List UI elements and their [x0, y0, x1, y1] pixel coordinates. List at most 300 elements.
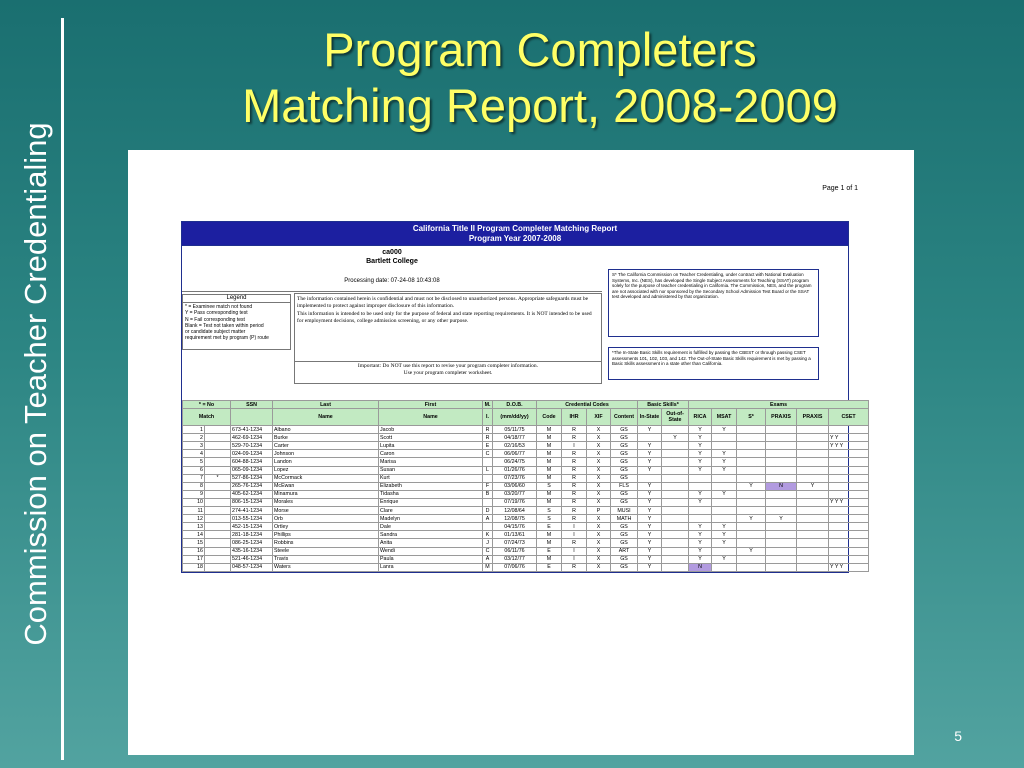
table-cell: X: [587, 498, 611, 506]
table-cell: Lupita: [379, 442, 483, 450]
table-cell: [205, 450, 231, 458]
table-cell: [766, 450, 797, 458]
important-line-2: Use your program completer worksheet.: [403, 369, 493, 376]
table-cell: Waters: [273, 563, 379, 571]
table-cell: Y: [737, 482, 766, 490]
table-cell: [737, 539, 766, 547]
table-cell: 265-76-1234: [231, 482, 273, 490]
table-cell: R: [562, 466, 587, 474]
table-cell: McEwan: [273, 482, 379, 490]
table-row: [183, 442, 869, 450]
table-cell: Lanra: [379, 563, 483, 571]
table-row: [183, 482, 869, 490]
table-cell: [829, 515, 869, 523]
table-cell: [797, 515, 829, 523]
table-cell: 274-41-1234: [231, 507, 273, 515]
table-cell: [737, 442, 766, 450]
table-cell: [766, 458, 797, 466]
table-cell: [662, 458, 689, 466]
table-row: [183, 539, 869, 547]
table-cell: [662, 450, 689, 458]
table-cell: Clare: [379, 507, 483, 515]
table-cell: Scott: [379, 434, 483, 442]
table-cell: 3: [183, 442, 205, 450]
table-cell: [766, 547, 797, 555]
confidentiality-notice: [294, 293, 602, 384]
table-cell: Y: [737, 547, 766, 555]
table-cell: [662, 547, 689, 555]
table-cell: 527-86-1234: [231, 474, 273, 482]
table-cell: Robbins: [273, 539, 379, 547]
table-cell: GS: [611, 539, 638, 547]
table-cell: Y: [689, 555, 712, 563]
table-cell: Minamura: [273, 490, 379, 498]
table-cell: 405-62-1234: [231, 490, 273, 498]
table-cell: M.: [483, 401, 493, 409]
table-cell: [205, 434, 231, 442]
table-cell: [712, 507, 737, 515]
table-cell: B: [483, 490, 493, 498]
table-cell: R: [562, 507, 587, 515]
table-cell: Kurt: [379, 474, 483, 482]
table-cell: [797, 523, 829, 531]
table-cell: [737, 466, 766, 474]
table-cell: 673-41-1234: [231, 426, 273, 434]
slide-number: 5: [954, 728, 962, 744]
table-cell: GS: [611, 442, 638, 450]
table-cell: E: [537, 563, 562, 571]
table-cell: [737, 555, 766, 563]
table-cell: [231, 409, 273, 426]
table-cell: Anita: [379, 539, 483, 547]
legend-lines: [183, 303, 290, 343]
table-cell: [766, 426, 797, 434]
table-cell: 452-15-1234: [231, 523, 273, 531]
table-cell: [737, 458, 766, 466]
table-cell: [766, 539, 797, 547]
legend-line: N = Fail corresponding test: [185, 316, 245, 323]
report-document-image: [128, 150, 914, 755]
table-cell: Out-of-State: [662, 409, 689, 426]
table-cell: Orb: [273, 515, 379, 523]
table-cell: 2: [183, 434, 205, 442]
table-cell: M: [537, 490, 562, 498]
table-cell: FLS: [611, 482, 638, 490]
table-cell: 16: [183, 547, 205, 555]
table-cell: M: [537, 450, 562, 458]
table-cell: Match: [183, 409, 231, 426]
table-cell: Y: [797, 482, 829, 490]
table-cell: N: [689, 563, 712, 571]
table-cell: 1: [183, 426, 205, 434]
table-cell: 07/23/76: [493, 474, 537, 482]
table-cell: 4: [183, 450, 205, 458]
table-cell: [205, 458, 231, 466]
table-cell: R: [562, 515, 587, 523]
table-cell: [797, 450, 829, 458]
table-cell: [205, 547, 231, 555]
table-cell: [712, 442, 737, 450]
table-cell: [662, 539, 689, 547]
table-cell: 10: [183, 498, 205, 506]
table-cell: Y: [712, 555, 737, 563]
table-cell: [483, 523, 493, 531]
table-cell: 17: [183, 555, 205, 563]
table-row: [183, 474, 869, 482]
table-cell: 05/11/75: [493, 426, 537, 434]
sidebar-band: [0, 0, 58, 768]
table-cell: Y Y: [829, 434, 869, 442]
table-cell: GS: [611, 458, 638, 466]
table-cell: * = No: [183, 401, 231, 409]
table-cell: Marisa: [379, 458, 483, 466]
table-cell: Y: [689, 458, 712, 466]
table-cell: Y: [689, 466, 712, 474]
table-cell: X: [587, 450, 611, 458]
basic-skills-footnote: *The In-State Basic Skills requirement is fulfilled by passing the CBEST or through passing CSET assessments 101, 102, 103, and 142. The Out-of-State Basic Skills requirement is met by passing a Basic Skills assessment in a state other than California.: [608, 347, 819, 380]
institution-code: ca000: [382, 249, 402, 256]
table-cell: Y Y Y: [829, 498, 869, 506]
table-cell: Travis: [273, 555, 379, 563]
legend-box: [182, 294, 291, 350]
table-cell: 8: [183, 482, 205, 490]
table-cell: X: [587, 563, 611, 571]
table-cell: [797, 547, 829, 555]
table-cell: [829, 482, 869, 490]
table-cell: Name: [379, 409, 483, 426]
table-cell: 12/08/64: [493, 507, 537, 515]
table-row: [183, 466, 869, 474]
table-cell: Dale: [379, 523, 483, 531]
table-cell: Y: [712, 531, 737, 539]
table-cell: [737, 563, 766, 571]
table-cell: A: [483, 515, 493, 523]
table-cell: E: [483, 442, 493, 450]
table-cell: Albano: [273, 426, 379, 434]
table-cell: R: [562, 482, 587, 490]
table-cell: [797, 507, 829, 515]
table-cell: [712, 515, 737, 523]
table-cell: [737, 490, 766, 498]
table-cell: Y: [662, 434, 689, 442]
table-cell: [205, 563, 231, 571]
table-cell: [829, 466, 869, 474]
table-cell: Elizabeth: [379, 482, 483, 490]
table-cell: 18: [183, 563, 205, 571]
table-cell: [766, 531, 797, 539]
slide-title-line-2: Matching Report, 2008-2009: [242, 79, 838, 132]
table-cell: X: [587, 426, 611, 434]
table-cell: R: [562, 474, 587, 482]
table-cell: 01/13/61: [493, 531, 537, 539]
table-cell: I: [562, 531, 587, 539]
table-cell: Tidasha: [379, 490, 483, 498]
table-cell: I: [562, 442, 587, 450]
table-cell: [797, 539, 829, 547]
table-row: [183, 490, 869, 498]
table-cell: A: [483, 555, 493, 563]
table-cell: Madelyn: [379, 515, 483, 523]
table-cell: [737, 474, 766, 482]
table-cell: 03/20/77: [493, 490, 537, 498]
table-cell: R: [562, 426, 587, 434]
legend-title: Legend: [183, 295, 290, 303]
table-cell: 12/08/75: [493, 515, 537, 523]
table-cell: S: [537, 482, 562, 490]
table-cell: [797, 442, 829, 450]
table-row: [183, 563, 869, 571]
table-cell: First: [379, 401, 483, 409]
table-cell: IHR: [562, 409, 587, 426]
table-cell: [662, 474, 689, 482]
table-cell: GS: [611, 426, 638, 434]
table-cell: [689, 507, 712, 515]
table-cell: C: [483, 547, 493, 555]
table-cell: Y: [689, 434, 712, 442]
table-cell: 024-09-1234: [231, 450, 273, 458]
table-cell: GS: [611, 555, 638, 563]
table-cell: [829, 555, 869, 563]
table-cell: MUSI: [611, 507, 638, 515]
table-cell: Y: [638, 539, 662, 547]
table-cell: M: [537, 539, 562, 547]
table-cell: 04/15/76: [493, 523, 537, 531]
ssat-footnote: S* The California Commission on Teacher Credentialing, under contract with National Evaluation Systems, Inc. (NES), has developed the Single Subject Assessments for Teaching (SSAT) program solely for the purpose of teacher credentialing in California. The Commission, NES, and the program are not associated with nor sponsored by the Secondary School Admission Test Board or the SSAT test developed and administered by that organization.: [608, 269, 819, 337]
table-cell: [712, 498, 737, 506]
table-cell: Y: [638, 482, 662, 490]
table-cell: [712, 547, 737, 555]
table-cell: Y: [638, 555, 662, 563]
table-cell: [205, 490, 231, 498]
report-title: California Title II Program Completer Matching Report: [412, 224, 618, 233]
table-cell: SSN: [231, 401, 273, 409]
program-year: Program Year 2007-2008: [468, 234, 562, 243]
table-cell: Last: [273, 401, 379, 409]
important-line-1: Important: Do NOT use this report to revise your program completer information.: [357, 363, 539, 369]
table-row: [183, 547, 869, 555]
table-cell: [797, 474, 829, 482]
table-cell: [483, 498, 493, 506]
table-cell: Y: [638, 426, 662, 434]
table-cell: Y: [689, 426, 712, 434]
table-row: [183, 515, 869, 523]
table-cell: [737, 531, 766, 539]
table-cell: N: [766, 482, 797, 490]
table-cell: Johnson: [273, 450, 379, 458]
table-cell: R: [562, 539, 587, 547]
table-cell: Y: [689, 450, 712, 458]
table-cell: Y: [712, 466, 737, 474]
info-divider: [182, 291, 602, 292]
table-cell: M: [537, 531, 562, 539]
table-cell: [829, 507, 869, 515]
table-cell: M: [483, 563, 493, 571]
table-cell: [205, 523, 231, 531]
table-cell: K: [483, 531, 493, 539]
table-cell: X: [587, 523, 611, 531]
table-cell: 07/19/76: [493, 498, 537, 506]
table-cell: Y: [712, 490, 737, 498]
table-cell: [737, 507, 766, 515]
table-cell: GS: [611, 450, 638, 458]
table-cell: ART: [611, 547, 638, 555]
table-cell: 6: [183, 466, 205, 474]
table-cell: [829, 490, 869, 498]
table-cell: [205, 507, 231, 515]
table-cell: 07/06/76: [493, 563, 537, 571]
institution-name: Bartlett College: [366, 258, 418, 265]
table-cell: [797, 458, 829, 466]
table-cell: [712, 474, 737, 482]
table-cell: GS: [611, 474, 638, 482]
table-cell: 462-69-1234: [231, 434, 273, 442]
table-cell: [766, 474, 797, 482]
table-cell: Burke: [273, 434, 379, 442]
table-cell: X: [587, 555, 611, 563]
table-cell: [712, 482, 737, 490]
table-cell: [712, 434, 737, 442]
table-cell: Y: [638, 442, 662, 450]
table-cell: Name: [273, 409, 379, 426]
table-cell: Morse: [273, 507, 379, 515]
table-cell: S: [537, 515, 562, 523]
sidebar-divider: [61, 18, 64, 760]
table-cell: 11: [183, 507, 205, 515]
table-cell: [829, 547, 869, 555]
table-cell: [829, 450, 869, 458]
table-cell: 02/16/53: [493, 442, 537, 450]
table-cell: X: [587, 466, 611, 474]
table-cell: 03/12/77: [493, 555, 537, 563]
table-cell: [737, 450, 766, 458]
legend-line: * = Examinee match not found: [185, 304, 253, 310]
table-cell: 9: [183, 490, 205, 498]
table-cell: GS: [611, 563, 638, 571]
table-cell: D.O.B.: [493, 401, 537, 409]
table-cell: [797, 531, 829, 539]
processing-date: Processing date: 07-24-08 10:43:08: [344, 278, 440, 284]
table-cell: R: [483, 426, 493, 434]
table-cell: [829, 474, 869, 482]
table-cell: Y: [689, 490, 712, 498]
table-cell: Y Y Y: [829, 442, 869, 450]
table-cell: Steele: [273, 547, 379, 555]
table-cell: [662, 466, 689, 474]
table-cell: R: [562, 498, 587, 506]
table-cell: MATH: [611, 515, 638, 523]
table-cell: Y: [638, 507, 662, 515]
table-cell: [483, 474, 493, 482]
table-cell: R: [562, 434, 587, 442]
table-cell: F: [483, 482, 493, 490]
table-cell: 7: [183, 474, 205, 482]
table-cell: [205, 482, 231, 490]
table-cell: 12: [183, 515, 205, 523]
table-cell: Y: [712, 426, 737, 434]
slide-title: [70, 22, 1010, 134]
table-cell: 14: [183, 531, 205, 539]
table-cell: [797, 555, 829, 563]
table-row: [183, 498, 869, 506]
table-cell: [797, 490, 829, 498]
table-cell: Y: [689, 442, 712, 450]
legend-line: requirement met by program (P) route: [185, 335, 269, 342]
table-cell: In-State: [638, 409, 662, 426]
table-cell: Y: [638, 466, 662, 474]
table-cell: [766, 434, 797, 442]
confidentiality-paragraph-1: The information contained herein is confidential and must not be disclosed to unauthorized persons. Appropriate safeguards must be implemented to protect against improper disclosure of this information.: [297, 296, 589, 309]
table-cell: [737, 523, 766, 531]
table-cell: [205, 539, 231, 547]
table-cell: [662, 498, 689, 506]
table-column-header-row: [183, 409, 869, 426]
table-cell: [205, 442, 231, 450]
table-cell: Y: [638, 547, 662, 555]
table-cell: M: [537, 466, 562, 474]
table-cell: M: [537, 434, 562, 442]
table-cell: 604-88-1234: [231, 458, 273, 466]
table-cell: Y: [638, 498, 662, 506]
table-cell: 04/18/77: [493, 434, 537, 442]
table-cell: 01/26/76: [493, 466, 537, 474]
table-cell: [712, 563, 737, 571]
table-cell: PRAXIS: [766, 409, 797, 426]
table-cell: R: [562, 458, 587, 466]
table-cell: [689, 482, 712, 490]
completer-table: [182, 400, 869, 572]
table-cell: Y: [638, 515, 662, 523]
table-cell: 15: [183, 539, 205, 547]
table-cell: L: [483, 466, 493, 474]
table-cell: Code: [537, 409, 562, 426]
table-cell: Y: [712, 450, 737, 458]
table-cell: Phillips: [273, 531, 379, 539]
table-cell: [766, 466, 797, 474]
table-cell: M: [537, 458, 562, 466]
table-cell: GS: [611, 523, 638, 531]
table-cell: X: [587, 482, 611, 490]
table-cell: Content: [611, 409, 638, 426]
table-cell: [829, 458, 869, 466]
table-cell: [662, 426, 689, 434]
table-cell: Y: [638, 531, 662, 539]
table-cell: R: [562, 450, 587, 458]
table-cell: [829, 531, 869, 539]
table-cell: [205, 426, 231, 434]
table-cell: Morales: [273, 498, 379, 506]
table-cell: Y Y Y: [829, 563, 869, 571]
report-info-section: [182, 245, 848, 400]
table-cell: Susan: [379, 466, 483, 474]
table-cell: I: [562, 547, 587, 555]
table-cell: CSET: [829, 409, 869, 426]
table-cell: [797, 563, 829, 571]
table-cell: PRAXIS: [797, 409, 829, 426]
table-cell: Y: [638, 458, 662, 466]
table-cell: [766, 442, 797, 450]
table-cell: Y: [689, 539, 712, 547]
table-cell: [662, 531, 689, 539]
table-cell: Sandra: [379, 531, 483, 539]
table-cell: [766, 490, 797, 498]
table-cell: 06/06/77: [493, 450, 537, 458]
table-cell: 521-46-1234: [231, 555, 273, 563]
table-cell: Y: [689, 498, 712, 506]
table-cell: C: [483, 450, 493, 458]
table-cell: [638, 474, 662, 482]
table-cell: [638, 434, 662, 442]
table-cell: [829, 523, 869, 531]
